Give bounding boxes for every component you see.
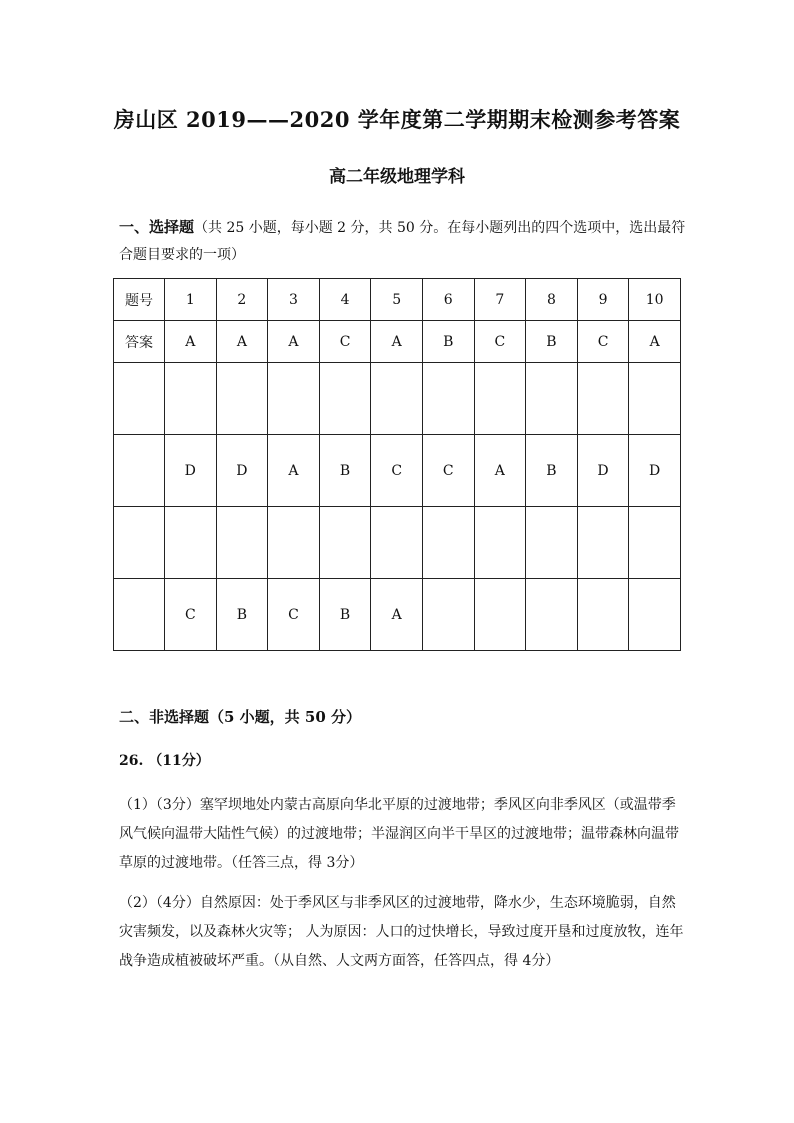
table-cell (422, 579, 474, 651)
table-cell: 6 (422, 279, 474, 321)
table-cell (526, 507, 578, 579)
table-cell: A (371, 579, 423, 651)
table-cell: B (526, 321, 578, 363)
table-cell (526, 363, 578, 435)
table-cell (114, 507, 165, 579)
table-cell (577, 507, 629, 579)
table-cell: A (371, 321, 423, 363)
table-cell: 3 (268, 279, 320, 321)
table-cell (577, 363, 629, 435)
table-cell (371, 507, 423, 579)
table-cell: C (268, 579, 320, 651)
table-cell (629, 579, 681, 651)
table-cell (114, 363, 165, 435)
answer-table (113, 278, 681, 651)
document-subtitle: 高二年级地理学科 (329, 167, 465, 187)
table-row-blank (114, 363, 681, 435)
table-cell: A (474, 435, 526, 507)
table-cell (114, 579, 165, 651)
table-row-blank (114, 507, 681, 579)
table-cell (319, 507, 371, 579)
table-cell: D (216, 435, 268, 507)
table-cell (216, 507, 268, 579)
table-cell: 1 (165, 279, 217, 321)
section2-heading: 二、非选择题（5 小题，共 50 分） (119, 708, 361, 726)
table-cell: B (422, 321, 474, 363)
table-cell (629, 363, 681, 435)
table-cell: 7 (474, 279, 526, 321)
table-cell (422, 363, 474, 435)
table-cell: C (422, 435, 474, 507)
table-cell: C (474, 321, 526, 363)
table-cell: 9 (577, 279, 629, 321)
table-cell: C (319, 321, 371, 363)
question-26-part1: （1）（3分）塞罕坝地处内蒙古高原向华北平原的过渡地带；季风区向非季风区（或温带季风气候向温带大陆性气候）的过渡地带；半湿润区向半干旱区的过渡地带；温带森林向温带草原的过渡地带。（任答三点，得 3分） (119, 797, 679, 871)
table-cell: A (629, 321, 681, 363)
table-cell: D (577, 435, 629, 507)
table-cell: B (216, 579, 268, 651)
table-cell (319, 363, 371, 435)
section1-intro (119, 214, 689, 269)
table-cell: A (268, 435, 320, 507)
document-title: 房山区 2019——2020 学年度第二学期期末检测参考答案 (113, 107, 681, 132)
table-cell: B (319, 435, 371, 507)
table-cell (114, 435, 165, 507)
table-cell: B (319, 579, 371, 651)
table-cell: A (268, 321, 320, 363)
table-row-answers-1 (114, 321, 681, 363)
table-cell (577, 579, 629, 651)
table-cell: B (526, 435, 578, 507)
table-cell: 8 (526, 279, 578, 321)
row-label-number: 题号 (114, 279, 165, 321)
table-cell (268, 363, 320, 435)
table-cell (474, 507, 526, 579)
table-cell: D (165, 435, 217, 507)
row-label-answer: 答案 (114, 321, 165, 363)
table-row-answers-3 (114, 579, 681, 651)
table-cell (629, 507, 681, 579)
table-row-numbers (114, 279, 681, 321)
table-cell: A (216, 321, 268, 363)
table-cell: C (371, 435, 423, 507)
table-cell (268, 507, 320, 579)
question-26-part2: （2）（4分）自然原因：处于季风区与非季风区的过渡地带，降水少，生态环境脆弱，自然灾害频发，以及森林火灾等； 人为原因：人口的过快增长，导致过度开垦和过度放牧，连年战争造成植被破坏严重。（从自然、人文两方面答，任答四点，得 4分） (119, 895, 684, 969)
table-cell (526, 579, 578, 651)
table-cell: 5 (371, 279, 423, 321)
table-cell (474, 579, 526, 651)
table-cell: C (577, 321, 629, 363)
table-cell: A (165, 321, 217, 363)
table-row-answers-2 (114, 435, 681, 507)
question-26-label: 26. （11分） (119, 753, 210, 769)
section1-heading: 一、选择题 (119, 218, 195, 236)
table-cell (216, 363, 268, 435)
table-cell: D (629, 435, 681, 507)
table-cell: 2 (216, 279, 268, 321)
table-cell (371, 363, 423, 435)
section1-instruction: （共 25 小题，每小题 2 分，共 50 分。在每小题列出的四个选项中，选出最符合题目要求的一项） (119, 220, 686, 263)
table-cell: 10 (629, 279, 681, 321)
table-cell (474, 363, 526, 435)
table-cell (165, 507, 217, 579)
table-cell: 4 (319, 279, 371, 321)
table-cell: C (165, 579, 217, 651)
table-cell (422, 507, 474, 579)
table-cell (165, 363, 217, 435)
